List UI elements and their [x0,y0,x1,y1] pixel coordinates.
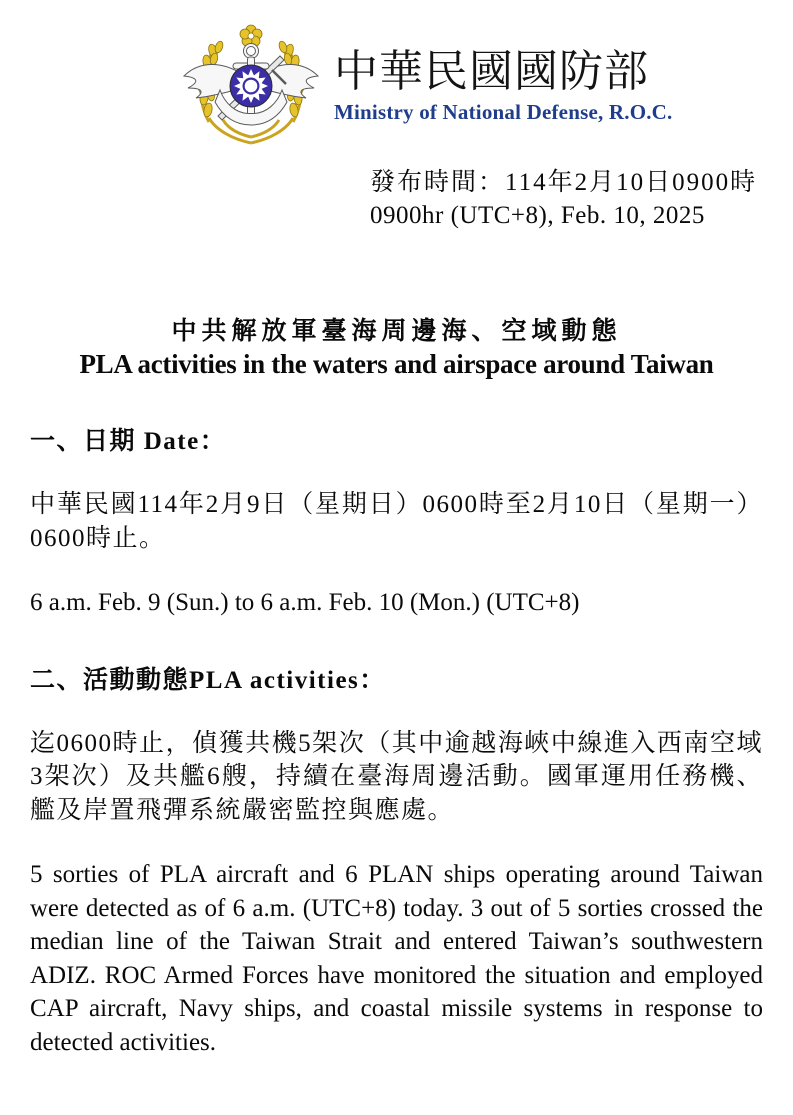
section-date [30,421,763,620]
plum-blossom [240,25,262,46]
paragraph-activities-zh: 迄0600時止，偵獲共機5架次（其中逾越海峽中線進入西南空域3架次）及共艦6艘，持續在臺海周邊活動。國軍運用任務機、艦及岸置飛彈系統嚴密監控與應處。 [30,729,763,824]
document-header [176,22,793,150]
org-names [334,22,673,125]
document-title-zh: 中共解放軍臺海周邊海、空域動態 [171,318,622,345]
release-time-en: 0900hr (UTC+8), Feb. 10, 2025 [370,202,705,229]
paragraph-date-en: 6 a.m. Feb. 9 (Sun.) to 6 a.m. Feb. 10 (Mon.) (UTC+8) [30,589,580,616]
org-name-en: Ministry of National Defense, R.O.C. [334,100,673,125]
document-title-block [0,316,793,381]
mnd-emblem-icon [176,22,326,150]
section-heading-date: 一、日期 Date： [30,428,227,455]
document-title-en: PLA activities in the waters and airspace around Taiwan [79,349,714,379]
paragraph-activities-en: 5 sorties of PLA aircraft and 6 PLAN ships operating around Taiwan were detected as of 6 a.m. (UTC+8) today. 3 out of 5 sorties crossed the median line of the Taiwan Strait and entered Taiwan’s southwestern ADIZ. ROC Armed Forces have monitored the situation and employed CAP aircraft, Navy ships, and coastal missile systems in response to detected activities. [30,861,763,1056]
section-activities [30,660,763,1060]
section-heading-activities: 二、活動動態PLA activities： [30,666,386,694]
document-body [30,421,763,1059]
paragraph-date-zh: 中華民國114年2月9日（星期日）0600時至2月10日（星期一）0600時止。 [30,491,763,552]
org-name-zh: 中華民國國防部 [334,47,649,96]
release-time-zh: 發布時間：114年2月10日0900時 [370,169,758,196]
release-time-block [370,166,763,232]
